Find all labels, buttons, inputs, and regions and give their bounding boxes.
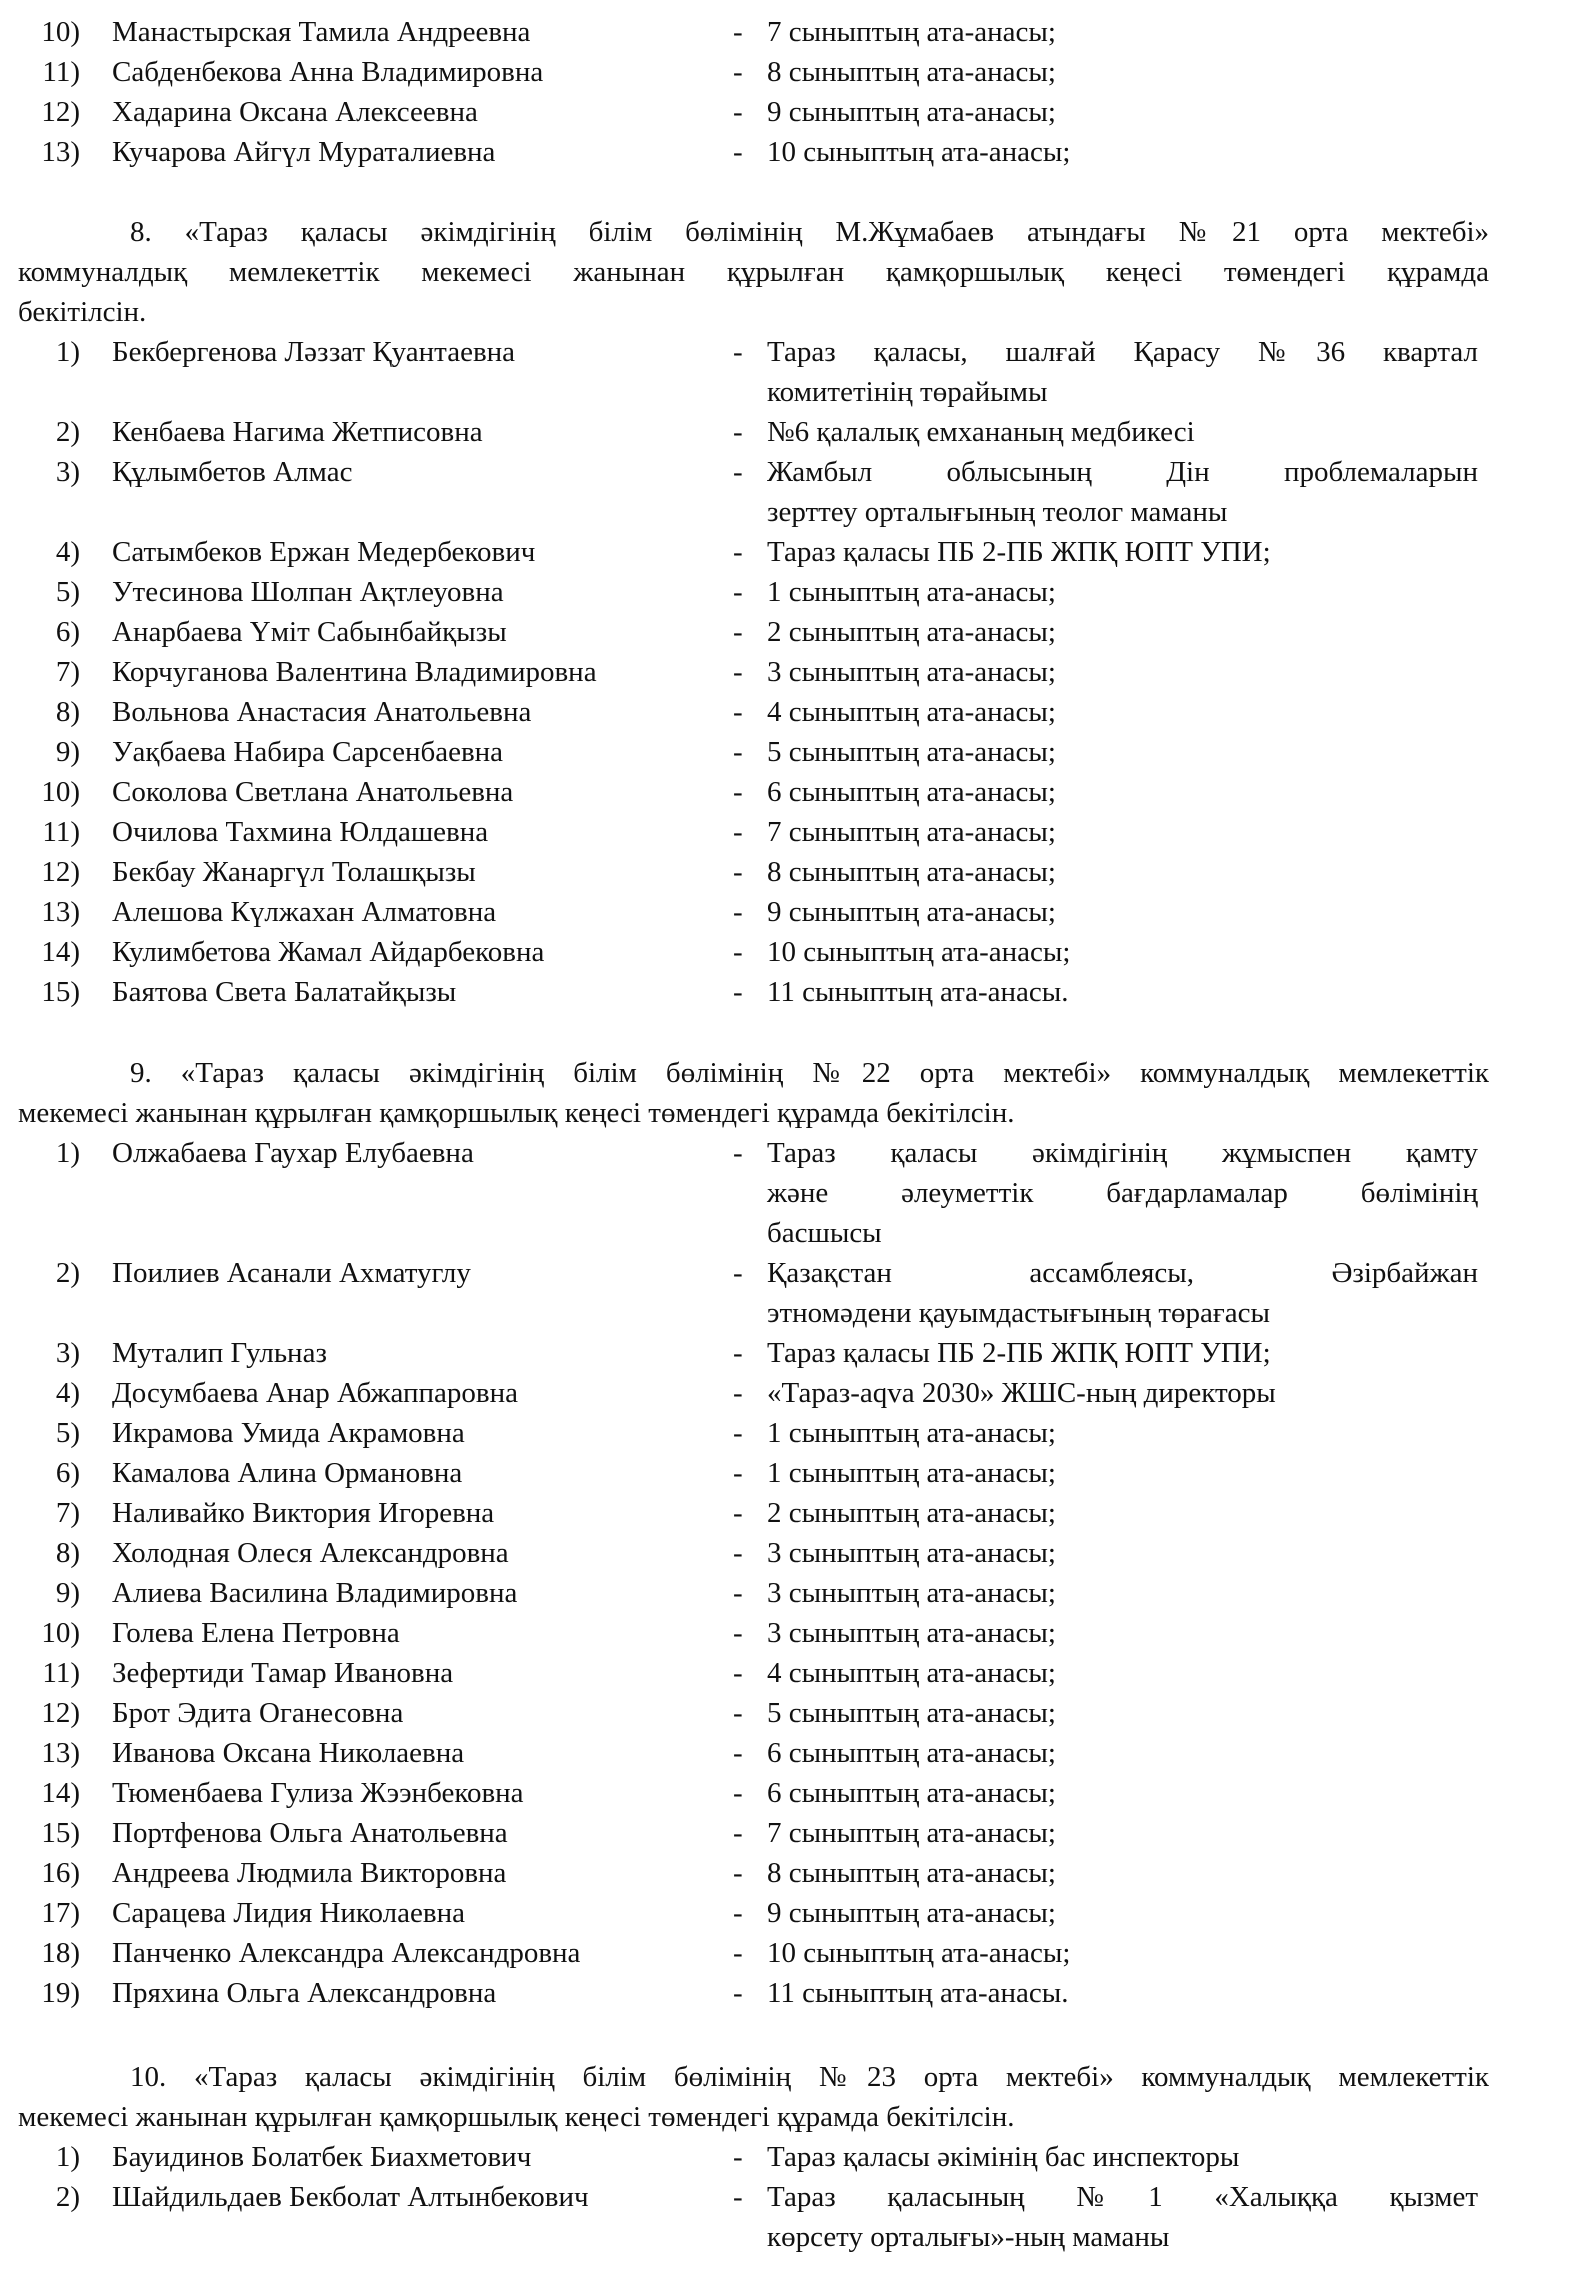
member-role-line: 3 сыныптың ата-анасы; [767, 1577, 1056, 1609]
member-name: Кучарова Айгүл Мураталиевна [112, 136, 496, 168]
member-row [0, 1773, 1575, 1813]
member-row [0, 572, 1575, 612]
member-name: Алиева Василина Владимировна [112, 1577, 518, 1609]
intro-list-item [0, 12, 1575, 52]
member-role-line: 7 сыныптың ата-анасы; [767, 816, 1056, 848]
dash-separator: - [733, 1737, 743, 1769]
item-number: 13) [41, 1737, 80, 1769]
member-name: Досумбаева Анар Абжаппаровна [112, 1377, 518, 1409]
member-role-line: көрсету орталығы»-ның маманы [767, 2221, 1170, 2253]
member-name: Поилиев Асанали Ахматуглу [112, 1257, 471, 1289]
member-role-line: 1 сыныптың ата-анасы; [767, 1417, 1056, 1449]
item-number: 9) [55, 1577, 80, 1609]
item-number: 7) [55, 656, 80, 688]
member-name: Сабденбекова Анна Владимировна [112, 56, 544, 88]
member-row [0, 452, 1575, 528]
member-role-line: 9 сыныптың ата-анасы; [767, 1897, 1056, 1929]
member-role-line: Тараз қаласы ПБ 2-ПБ ЖПҚ ЮПТ УПИ; [767, 1337, 1271, 1369]
item-number: 4) [55, 536, 80, 568]
member-name: Сарацева Лидия Николаевна [112, 1897, 465, 1929]
member-role-line: 3 сыныптың ата-анасы; [767, 1537, 1056, 1569]
member-name: Портфенова Ольга Анатольевна [112, 1817, 508, 1849]
section-heading [18, 2057, 1489, 2137]
member-name: Олжабаева Гаухар Елубаевна [112, 1137, 474, 1169]
member-name: Уақбаева Набира Сарсенбаевна [112, 736, 504, 768]
member-role-line: Тараз қаласы әкімдігінің жұмыспен қамту [767, 1137, 1478, 1169]
dash-separator: - [733, 1457, 743, 1489]
member-row [0, 1533, 1575, 1573]
dash-separator: - [733, 1697, 743, 1729]
dash-separator: - [733, 1137, 743, 1169]
member-row [0, 1933, 1575, 1973]
section-heading [18, 212, 1489, 332]
member-role-line: 3 сыныптың ата-анасы; [767, 656, 1056, 688]
member-row [0, 1493, 1575, 1533]
member-row [0, 412, 1575, 452]
dash-separator: - [733, 976, 743, 1008]
member-row [0, 2137, 1575, 2177]
member-row [0, 1733, 1575, 1773]
member-name: Муталип Гульназ [112, 1337, 327, 1369]
member-role-line: этномәдени қауымдастығының төрағасы [767, 1297, 1271, 1329]
dash-separator: - [733, 2141, 743, 2173]
section-heading-line: 10. «Тараз қаласы әкімдігінің білім бөлімінің №23 орта мектебі» коммуналдық мемлекеттік [130, 2061, 1489, 2093]
item-number: 4) [55, 1377, 80, 1409]
member-name: Брот Эдита Оганесовна [112, 1697, 404, 1729]
member-row [0, 532, 1575, 572]
dash-separator: - [733, 816, 743, 848]
member-role-line: 11 сыныптың ата-анасы. [767, 976, 1069, 1008]
item-number: 12) [41, 856, 80, 888]
member-name: Манастырская Тамила Андреевна [112, 16, 531, 48]
dash-separator: - [733, 96, 743, 128]
member-row [0, 1133, 1575, 1249]
member-role-line: басшысы [767, 1217, 882, 1249]
member-role-line: 10 сыныптың ата-анасы; [767, 936, 1071, 968]
dash-separator: - [733, 1657, 743, 1689]
dash-separator: - [733, 576, 743, 608]
member-row [0, 1853, 1575, 1893]
member-name: Камалова Алина Ормановна [112, 1457, 463, 1489]
member-role-line: Тараз қаласы әкімінің бас инспекторы [767, 2141, 1240, 2173]
member-row [0, 1813, 1575, 1853]
dash-separator: - [733, 896, 743, 928]
dash-separator: - [733, 1377, 743, 1409]
section-heading [18, 1053, 1489, 1133]
member-row [0, 652, 1575, 692]
member-name: Утесинова Шолпан Ақтлеуовна [112, 576, 504, 608]
member-row [0, 852, 1575, 892]
member-row [0, 332, 1575, 408]
member-role-line: 2 сыныптың ата-анасы; [767, 616, 1056, 648]
dash-separator: - [733, 1977, 743, 2009]
dash-separator: - [733, 136, 743, 168]
member-role-line: №6 қалалық емхананың медбикесі [767, 416, 1195, 448]
member-role-line: Қазақстан ассамблеясы, Әзірбайжан [767, 1257, 1478, 1289]
member-row [0, 2177, 1575, 2253]
item-number: 2) [55, 2181, 80, 2213]
member-role-line: Тараз қаласы ПБ 2-ПБ ЖПҚ ЮПТ УПИ; [767, 536, 1271, 568]
dash-separator: - [733, 56, 743, 88]
item-number: 15) [41, 1817, 80, 1849]
dash-separator: - [733, 1617, 743, 1649]
member-role-line: 6 сыныптың ата-анасы; [767, 776, 1056, 808]
dash-separator: - [733, 1337, 743, 1369]
member-name: Бекбергенова Ләззат Қуантаевна [112, 336, 516, 368]
item-number: 8) [55, 696, 80, 728]
section-heading-line: коммуналдық мемлекеттік мекемесі жанынан құрылған қамқоршылық кеңесі төмендегі құрамда [18, 256, 1489, 288]
member-name: Бауидинов Болатбек Биахметович [112, 2141, 532, 2173]
member-name: Хадарина Оксана Алексеевна [112, 96, 478, 128]
member-name: Алешова Күлжахан Алматовна [112, 896, 497, 928]
dash-separator: - [733, 2181, 743, 2213]
member-role-line: 5 сыныптың ата-анасы; [767, 736, 1056, 768]
member-row [0, 812, 1575, 852]
item-number: 2) [55, 1257, 80, 1289]
item-number: 15) [41, 976, 80, 1008]
dash-separator: - [733, 1577, 743, 1609]
member-role: 8 сыныптың ата-анасы; [767, 56, 1056, 88]
member-role-line: комитетінің төрайымы [767, 376, 1048, 408]
member-role-line: 11 сыныптың ата-анасы. [767, 1977, 1069, 2009]
member-name: Голева Елена Петровна [112, 1617, 400, 1649]
member-role: 9 сыныптың ата-анасы; [767, 96, 1056, 128]
item-number: 1) [55, 1137, 80, 1169]
member-role-line: 6 сыныптың ата-анасы; [767, 1777, 1056, 1809]
section-heading-line: бекітілсін. [18, 296, 147, 328]
member-role-line: 2 сыныптың ата-анасы; [767, 1497, 1056, 1529]
section-heading-line: мекемесі жанынан құрылған қамқоршылық кеңесі төмендегі құрамда бекітілсін. [18, 2101, 1015, 2133]
member-name: Зефертиди Тамар Ивановна [112, 1657, 454, 1689]
item-number: 10) [41, 776, 80, 808]
item-number: 11) [42, 1657, 80, 1689]
member-name: Баятова Света Балатайқызы [112, 976, 457, 1008]
dash-separator: - [733, 1897, 743, 1929]
member-role-line: және әлеуметтік бағдарламалар бөлімінің [767, 1177, 1478, 1209]
item-number: 11) [42, 816, 80, 848]
member-row [0, 892, 1575, 932]
member-role-line: 7 сыныптың ата-анасы; [767, 1817, 1056, 1849]
item-number: 17) [41, 1897, 80, 1929]
member-role-line: Жамбыл облысының Дін проблемаларын [767, 456, 1478, 488]
dash-separator: - [733, 616, 743, 648]
member-name: Құлымбетов Алмас [112, 456, 353, 488]
member-name: Пряхина Ольга Александровна [112, 1977, 497, 2009]
intro-list-item [0, 52, 1575, 92]
member-row [0, 1613, 1575, 1653]
member-role-line: 3 сыныптың ата-анасы; [767, 1617, 1056, 1649]
item-number: 5) [55, 1417, 80, 1449]
member-row [0, 1373, 1575, 1413]
member-name: Кулимбетова Жамал Айдарбековна [112, 936, 545, 968]
member-row [0, 1253, 1575, 1329]
item-number: 16) [41, 1857, 80, 1889]
member-row [0, 1333, 1575, 1373]
member-role-line: 6 сыныптың ата-анасы; [767, 1737, 1056, 1769]
member-row [0, 1453, 1575, 1493]
member-name: Соколова Светлана Анатольевна [112, 776, 514, 808]
item-number: 5) [55, 576, 80, 608]
item-number: 13) [41, 136, 80, 168]
dash-separator: - [733, 1497, 743, 1529]
dash-separator: - [733, 16, 743, 48]
dash-separator: - [733, 336, 743, 368]
item-number: 18) [41, 1937, 80, 1969]
member-role-line: Тараз қаласы, шалғай Қарасу №36 квартал [767, 336, 1478, 368]
member-name: Холодная Олеся Александровна [112, 1537, 509, 1569]
member-name: Сатымбеков Ержан Медербекович [112, 536, 536, 568]
item-number: 2) [55, 416, 80, 448]
member-row [0, 732, 1575, 772]
member-role-line: Тараз қаласының №1 «Халыққа қызмет [767, 2181, 1478, 2213]
dash-separator: - [733, 656, 743, 688]
item-number: 1) [55, 2141, 80, 2173]
item-number: 14) [41, 936, 80, 968]
member-row [0, 1893, 1575, 1933]
member-role-line: 8 сыныптың ата-анасы; [767, 1857, 1056, 1889]
member-name: Бекбау Жанаргүл Толашқызы [112, 856, 476, 888]
member-name: Тюменбаева Гулиза Жээнбековна [112, 1777, 524, 1809]
dash-separator: - [733, 1857, 743, 1889]
member-row [0, 1653, 1575, 1693]
member-name: Кенбаева Нагима Жетписовна [112, 416, 483, 448]
member-role: 10 сыныптың ата-анасы; [767, 136, 1071, 168]
item-number: 7) [55, 1497, 80, 1529]
member-role-line: 10 сыныптың ата-анасы; [767, 1937, 1071, 1969]
member-role-line: 4 сыныптың ата-анасы; [767, 1657, 1056, 1689]
dash-separator: - [733, 1777, 743, 1809]
item-number: 10) [41, 1617, 80, 1649]
section-heading-line: 8. «Тараз қаласы әкімдігінің білім бөлімінің М.Жұмабаев атындағы №21 орта мектебі» [130, 216, 1489, 248]
member-role-line: 8 сыныптың ата-анасы; [767, 856, 1056, 888]
member-role: 7 сыныптың ата-анасы; [767, 16, 1056, 48]
item-number: 10) [41, 16, 80, 48]
dash-separator: - [733, 696, 743, 728]
member-row [0, 772, 1575, 812]
item-number: 3) [55, 1337, 80, 1369]
dash-separator: - [733, 1537, 743, 1569]
intro-list-item [0, 132, 1575, 172]
member-name: Анарбаева Үміт Сабынбайқызы [112, 616, 507, 648]
member-row [0, 612, 1575, 652]
member-row [0, 692, 1575, 732]
member-name: Очилова Тахмина Юлдашевна [112, 816, 489, 848]
item-number: 12) [41, 96, 80, 128]
item-number: 12) [41, 1697, 80, 1729]
item-number: 9) [55, 736, 80, 768]
dash-separator: - [733, 736, 743, 768]
item-number: 6) [55, 616, 80, 648]
item-number: 11) [42, 56, 80, 88]
member-role-line: 1 сыныптың ата-анасы; [767, 1457, 1056, 1489]
member-row [0, 1573, 1575, 1613]
dash-separator: - [733, 1937, 743, 1969]
member-role-line: 4 сыныптың ата-анасы; [767, 696, 1056, 728]
item-number: 14) [41, 1777, 80, 1809]
member-name: Икрамова Умида Акрамовна [112, 1417, 465, 1449]
item-number: 6) [55, 1457, 80, 1489]
member-row [0, 1973, 1575, 2013]
dash-separator: - [733, 936, 743, 968]
item-number: 8) [55, 1537, 80, 1569]
member-row [0, 1413, 1575, 1453]
item-number: 19) [41, 1977, 80, 2009]
dash-separator: - [733, 1257, 743, 1289]
dash-separator: - [733, 776, 743, 808]
member-name: Андреева Людмила Викторовна [112, 1857, 507, 1889]
item-number: 1) [55, 336, 80, 368]
intro-list-item [0, 92, 1575, 132]
member-role-line: 1 сыныптың ата-анасы; [767, 576, 1056, 608]
member-row [0, 972, 1575, 1012]
member-name: Вольнова Анастасия Анатольевна [112, 696, 532, 728]
dash-separator: - [733, 856, 743, 888]
member-role-line: 9 сыныптың ата-анасы; [767, 896, 1056, 928]
section-heading-line: 9. «Тараз қаласы әкімдігінің білім бөлімінің №22 орта мектебі» коммуналдық мемлекеттік [130, 1057, 1489, 1089]
member-role-line: «Тараз-aqva 2030» ЖШС-ның директоры [767, 1377, 1276, 1409]
dash-separator: - [733, 536, 743, 568]
member-row [0, 1693, 1575, 1733]
item-number: 3) [55, 456, 80, 488]
member-name: Панченко Александра Александровна [112, 1937, 581, 1969]
item-number: 13) [41, 896, 80, 928]
dash-separator: - [733, 1817, 743, 1849]
member-name: Корчуганова Валентина Владимировна [112, 656, 597, 688]
member-name: Шайдильдаев Бекболат Алтынбекович [112, 2181, 589, 2213]
dash-separator: - [733, 1417, 743, 1449]
member-name: Наливайко Виктория Игоревна [112, 1497, 495, 1529]
dash-separator: - [733, 416, 743, 448]
member-role-line: 5 сыныптың ата-анасы; [767, 1697, 1056, 1729]
member-role-line: зерттеу орталығының теолог маманы [767, 496, 1228, 528]
dash-separator: - [733, 456, 743, 488]
member-row [0, 932, 1575, 972]
section-heading-line: мекемесі жанынан құрылған қамқоршылық кеңесі төмендегі құрамда бекітілсін. [18, 1097, 1015, 1129]
member-name: Иванова Оксана Николаевна [112, 1737, 465, 1769]
